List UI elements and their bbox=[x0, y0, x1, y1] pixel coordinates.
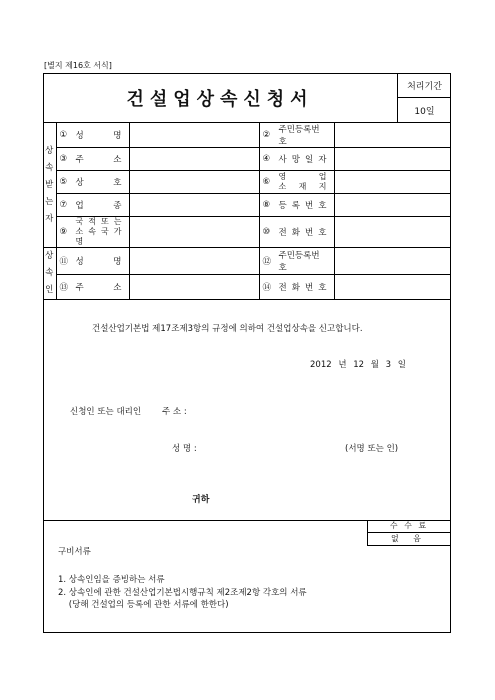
processing-period-label: 처리기간 bbox=[398, 73, 451, 98]
trade-name-label: ⑤ 상 호 bbox=[56, 171, 129, 194]
nationality-field[interactable] bbox=[129, 217, 259, 248]
heir-name-label: ① 성 명 bbox=[56, 123, 129, 148]
fee-label: 수 수 료 bbox=[367, 520, 451, 533]
signature-note: (서명 또는 인) bbox=[345, 444, 399, 454]
heir-phone-field[interactable] bbox=[334, 217, 451, 248]
required-document-item: (당해 건설업의 등록에 관한 서류에 한한다) bbox=[58, 600, 229, 610]
decedent-rrn-field[interactable] bbox=[334, 248, 451, 275]
table-row bbox=[43, 194, 451, 217]
applicant-name-label: 성 명 : bbox=[172, 444, 197, 454]
registration-number-field[interactable] bbox=[334, 194, 451, 217]
decedent-phone-label: ⑭ 전 화 번 호 bbox=[259, 275, 334, 300]
table-row bbox=[43, 123, 451, 148]
decedent-phone-field[interactable] bbox=[334, 275, 451, 300]
heir-address-field[interactable] bbox=[129, 148, 259, 171]
table-row bbox=[43, 217, 451, 248]
nationality-label: ⑨ 국 적 또 는 소 속 국 가 명 bbox=[56, 217, 129, 248]
table-row bbox=[43, 275, 451, 300]
table-row bbox=[43, 248, 451, 275]
death-date-field[interactable] bbox=[334, 148, 451, 171]
decedent-rrn-label: ⑫ 주민등록번호 bbox=[259, 248, 334, 275]
industry-field[interactable] bbox=[129, 194, 259, 217]
decedent-name-field[interactable] bbox=[129, 248, 259, 275]
fee-value: 없 음 bbox=[391, 534, 427, 543]
processing-period-value: 10일 bbox=[398, 98, 451, 123]
decedent-address-label: ⑬ 주 소 bbox=[56, 275, 129, 300]
registration-number-label: ⑧ 등 록 번 호 bbox=[259, 194, 334, 217]
heir-group-label: 상 속 받 는 자 bbox=[43, 123, 56, 248]
heir-phone-label: ⑩ 전 화 번 호 bbox=[259, 217, 334, 248]
declaration-text: 건설산업기본법 제17조제3항의 규정에 의하여 건설업상속을 신고합니다. bbox=[92, 324, 363, 334]
required-document-item: 1. 상속인임을 증빙하는 서류 bbox=[58, 575, 165, 585]
trade-name-field[interactable] bbox=[129, 171, 259, 194]
decedent-group-label: 상 속 인 bbox=[43, 248, 56, 300]
heir-name-field[interactable] bbox=[129, 123, 259, 148]
decedent-address-field[interactable] bbox=[129, 275, 259, 300]
business-location-label: ⑥ 영 업 소 재 지 bbox=[259, 171, 334, 194]
recipient-label: 귀하 bbox=[192, 495, 210, 505]
decedent-name-label: ⑪ 성 명 bbox=[56, 248, 129, 275]
heir-rrn-field[interactable] bbox=[334, 123, 451, 148]
table-row bbox=[43, 148, 451, 171]
industry-label: ⑦ 업 종 bbox=[56, 194, 129, 217]
application-date: 2012 년 12 월 3 일 bbox=[310, 360, 406, 370]
business-location-field[interactable] bbox=[334, 171, 451, 194]
required-documents-title: 구비서류 bbox=[58, 547, 91, 557]
form-number-label: [별지 제16호 서식] bbox=[44, 61, 112, 70]
applicant-info-table bbox=[43, 123, 451, 300]
death-date-label: ④ 사 망 일 자 bbox=[259, 148, 334, 171]
required-document-item: 2. 상속인에 관한 건설산업기본법시행규칙 제2조제2항 각호의 서류 bbox=[58, 588, 307, 598]
table-row bbox=[43, 171, 451, 194]
applicant-label: 신청인 또는 대리인 bbox=[70, 407, 142, 417]
heir-rrn-label: ② 주민등록번호 bbox=[259, 123, 334, 148]
form-title: 건설업상속신청서 bbox=[43, 73, 398, 123]
heir-address-label: ③ 주 소 bbox=[56, 148, 129, 171]
applicant-address-label: 주 소 : bbox=[162, 407, 187, 417]
